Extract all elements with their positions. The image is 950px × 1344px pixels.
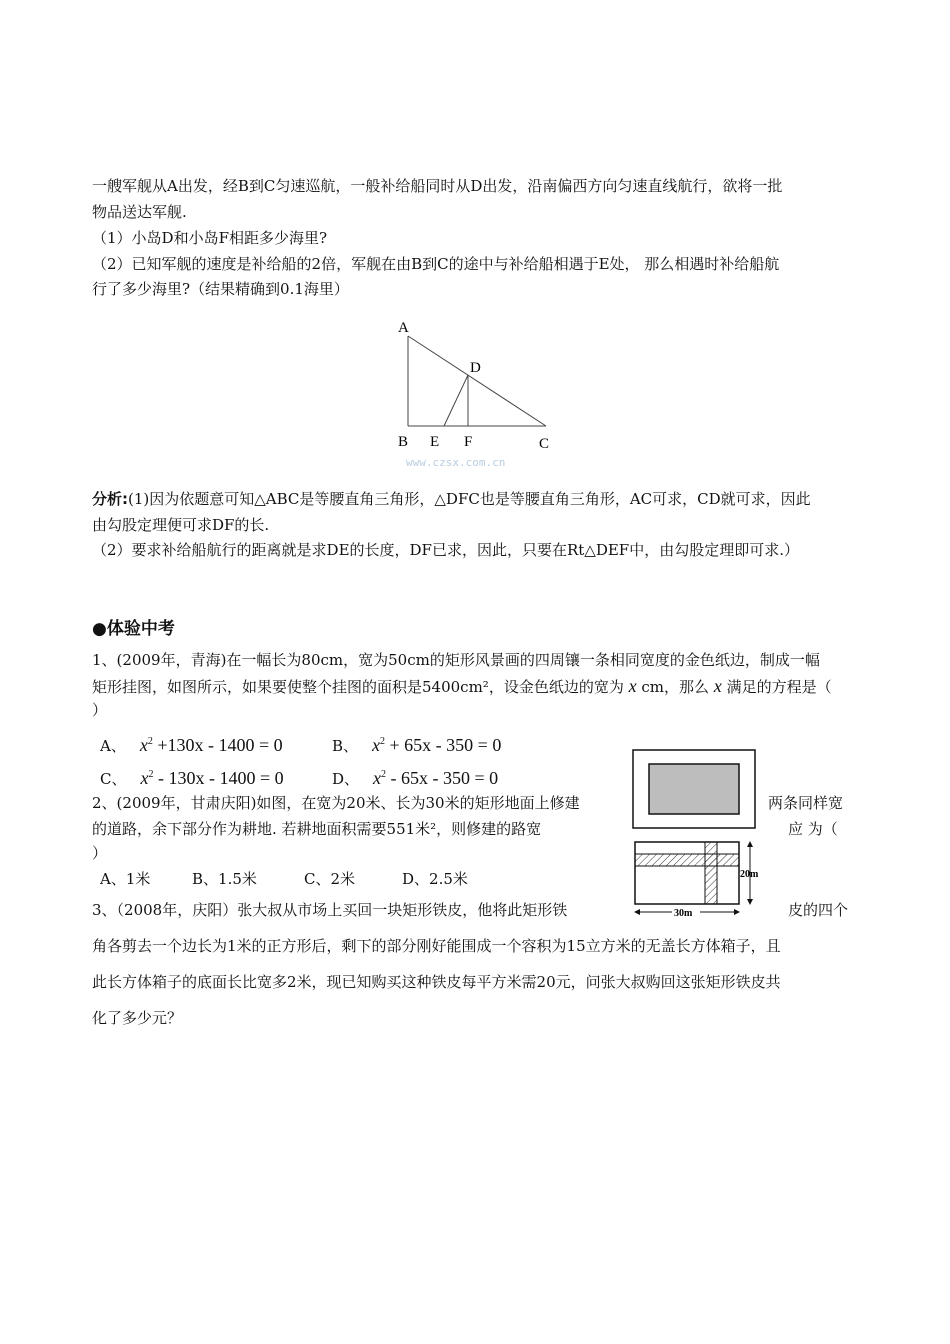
q1-line-3: ） <box>92 701 108 719</box>
q2-line-2-a: 的道路，余下部分作为耕地. 若耕地面积需要551米²，则修建的路宽 <box>92 820 542 838</box>
label-f: F <box>464 434 473 450</box>
q1-option-c: C、 $x^2 - 130x - 1400 = 0$ <box>100 768 284 788</box>
q3-line-1-b: 皮的四个 <box>788 901 849 919</box>
analysis-label: 分析: <box>92 490 128 508</box>
q1-line-2 <box>92 674 832 699</box>
label-d: D <box>470 360 481 376</box>
q3-line-2: 角各剪去一个边长为1米的正方形后，剩下的部分刚好能围成一个容积为15立方米的无盖长方体箱子，且 <box>92 937 781 955</box>
analysis-text-1: (1)因为依题意可知△ABC是等腰直角三角形，△DFC也是等腰直角三角形，AC可求，CD就可求，因此 <box>128 490 811 508</box>
segment-ac <box>408 336 546 426</box>
segment-de <box>444 375 468 426</box>
triangle-figure <box>380 312 580 472</box>
label-e: E <box>430 434 440 450</box>
problem-text-line-2: 物品送达军舰. <box>92 203 187 221</box>
q1-line-2-b: cm，那么 <box>641 678 710 696</box>
analysis-line-3: （2）要求补给船航行的距离就是求DE的长度，DF已求，因此，只要在Rt△DEF中，由勾股定理即可求.） <box>92 541 799 559</box>
q2-line-2-b: 应 为（ <box>788 820 838 838</box>
frame-figure <box>630 748 760 832</box>
label-30m: 30m <box>674 908 693 919</box>
q1-line-2-c: 满足的方程是（ <box>726 678 832 696</box>
label-a: A <box>398 320 409 336</box>
label-20m: 20m <box>740 869 759 880</box>
section-title: 体验中考 <box>106 619 175 639</box>
question-2-line-1: （2）已知军舰的速度是补给船的2倍，军舰在由B到C的途中与补给船相遇于E处， 那么相遇时补给船航 <box>92 255 780 273</box>
question-1: （1）小岛D和小岛F相距多少海里? <box>92 229 328 247</box>
q3-line-4: 化了多少元？ <box>92 1009 183 1027</box>
bullet-icon: ● <box>92 619 107 639</box>
q1-var-x: x <box>628 676 637 696</box>
q2-line-3: ） <box>92 844 108 862</box>
label-b: B <box>398 434 409 450</box>
q3-line-3: 此长方体箱子的底面长比宽多2米，现已知购买这种铁皮每平方米需20元，问张大叔购回这张矩形铁皮共 <box>92 973 781 991</box>
q3-line-1-a: 3、（2008年，庆阳）张大叔从市场上买回一块矩形铁皮，他将此矩形铁 <box>92 901 568 919</box>
q2-option-b: B、1.5米 <box>192 870 257 888</box>
problem-text-line-1: 一艘军舰从A出发，经B到C匀速巡航，一般补给船同时从D出发，沿南偏西方向匀速直线航行，欲将一批 <box>92 177 783 195</box>
question-2-line-2: 行了多少海里?（结果精确到0.1海里） <box>92 280 349 298</box>
q1-var-x-2: x <box>713 676 722 696</box>
label-c: C <box>539 436 550 452</box>
section-heading <box>92 617 175 641</box>
watermark: www.czsx.com.cn <box>406 456 506 469</box>
road-field-figure <box>630 838 775 922</box>
q2-option-a: A、1米 <box>100 870 151 888</box>
q1-option-b: B、 $x^2 + 65x - 350 = 0$ <box>332 735 502 755</box>
q2-line-1-b: 两条同样宽 <box>768 794 844 812</box>
q1-line-2-a: 矩形挂图，如图所示，如果要使整个挂图的面积是5400cm²，设金色纸边的宽为 <box>92 678 624 696</box>
q1-option-a: A、 $x^2 +130x - 1400 = 0$ <box>100 735 283 755</box>
q1-line-1: 1、(2009年，青海)在一幅长为80cm，宽为50cm的矩形风景画的四周镶一条相同宽度的金色纸边，制成一幅 <box>92 651 820 669</box>
q1-option-d: D、 $x^2 - 65x - 350 = 0$ <box>332 768 499 788</box>
q2-option-c: C、2米 <box>304 870 356 888</box>
analysis-line-2: 由勾股定理便可求DF的长. <box>92 516 270 534</box>
q2-line-1-a: 2、(2009年，甘肃庆阳)如图，在宽为20米、长为30米的矩形地面上修建 <box>92 794 580 812</box>
q2-option-d: D、2.5米 <box>402 870 468 888</box>
analysis-line-1 <box>92 487 811 511</box>
